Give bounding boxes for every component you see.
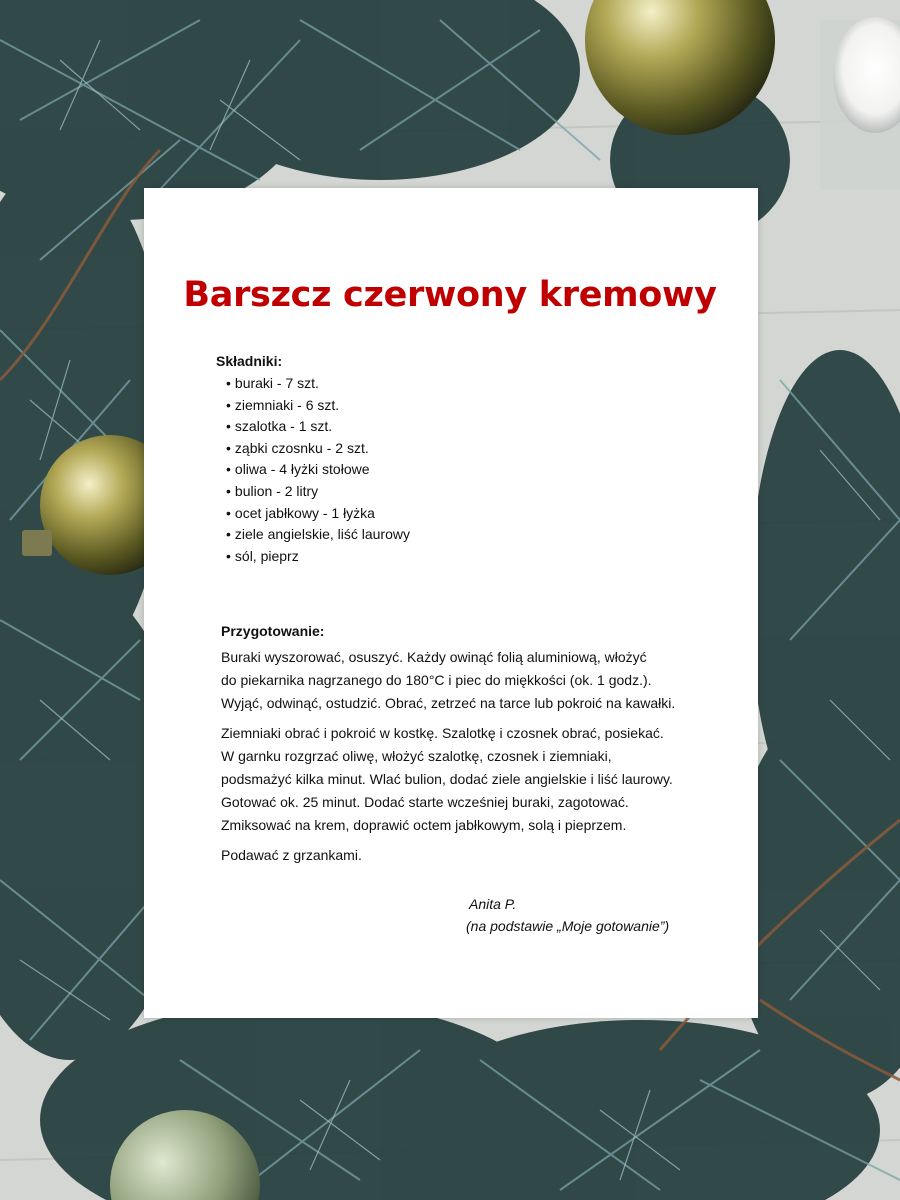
preparation-line: Buraki wyszorować, osuszyć. Każdy owinąć folią aluminiową, włożyć	[221, 649, 647, 665]
bullet-icon: •	[226, 526, 231, 543]
ingredient-text: sól, pieprz	[234, 547, 299, 564]
preparation-line: Wyjąć, odwinąć, ostudzić. Obrać, zetrzeć na tarce lub pokroić na kawałki.	[221, 695, 676, 711]
preparation-line: W garnku rozgrzać oliwę, włożyć szalotkę, czosnek i ziemniaki,	[221, 748, 612, 764]
preparation-paragraph	[221, 844, 721, 867]
bullet-icon: •	[226, 439, 231, 456]
bullet-icon: •	[226, 482, 231, 499]
ingredient-text: ziemniaki - 6 szt.	[234, 396, 340, 413]
ingredient-item	[226, 373, 410, 395]
bullet-icon: •	[226, 375, 231, 391]
preparation-line: do piekarnika nagrzanego do 180°C i piec do miękkości (ok. 1 godz.).	[221, 672, 652, 688]
bullet-icon: •	[226, 396, 231, 413]
preparation-line: Ziemniaki obrać i pokroić w kostkę. Szalotkę i czosnek obrać, posiekać.	[221, 725, 664, 741]
ingredient-item	[226, 524, 410, 546]
ingredient-text: buraki - 7 szt.	[234, 375, 319, 391]
ingredient-item	[226, 503, 410, 525]
ingredient-text: ocet jabłkowy - 1 łyżka	[234, 504, 375, 521]
ingredient-item	[226, 416, 410, 438]
preparation-paragraph	[221, 722, 721, 837]
bullet-icon: •	[226, 418, 231, 435]
preparation-line: Zmiksować na krem, doprawić octem jabłkowym, solą i pieprzem.	[221, 817, 627, 833]
recipe-title: Barszcz czerwony kremowy	[183, 275, 717, 315]
ingredient-text: ziele angielskie, liść laurowy	[234, 526, 410, 543]
ingredient-item	[226, 459, 410, 481]
author-signature: Anita P.	[469, 896, 517, 912]
ingredient-text: szalotka - 1 szt.	[234, 418, 333, 435]
preparation-paragraph	[221, 646, 721, 715]
ingredient-text: oliwa - 4 łyżki stołowe	[234, 461, 370, 478]
preparation-text	[221, 646, 721, 874]
preparation-line: Gotować ok. 25 minut. Dodać starte wcześniej buraki, zagotować.	[221, 794, 629, 810]
bullet-icon: •	[226, 461, 231, 478]
ingredient-item	[226, 395, 410, 417]
preparation-line: Podawać z grzankami.	[221, 847, 362, 863]
bullet-icon: •	[226, 547, 231, 564]
ingredient-item	[226, 481, 410, 503]
bullet-icon: •	[226, 504, 231, 521]
ingredient-item	[226, 438, 410, 460]
ingredients-list	[226, 373, 410, 567]
ingredients-heading: Składniki:	[216, 353, 283, 369]
preparation-line: podsmażyć kilka minut. Wlać bulion, dodać ziele angielskie i liść laurowy.	[221, 771, 673, 787]
ingredient-text: bulion - 2 litry	[234, 482, 319, 499]
ingredient-item	[226, 546, 410, 568]
recipe-source: (na podstawie „Moje gotowanie”)	[466, 918, 670, 934]
ingredient-text: ząbki czosnku - 2 szt.	[234, 439, 369, 456]
preparation-heading: Przygotowanie:	[221, 623, 325, 639]
